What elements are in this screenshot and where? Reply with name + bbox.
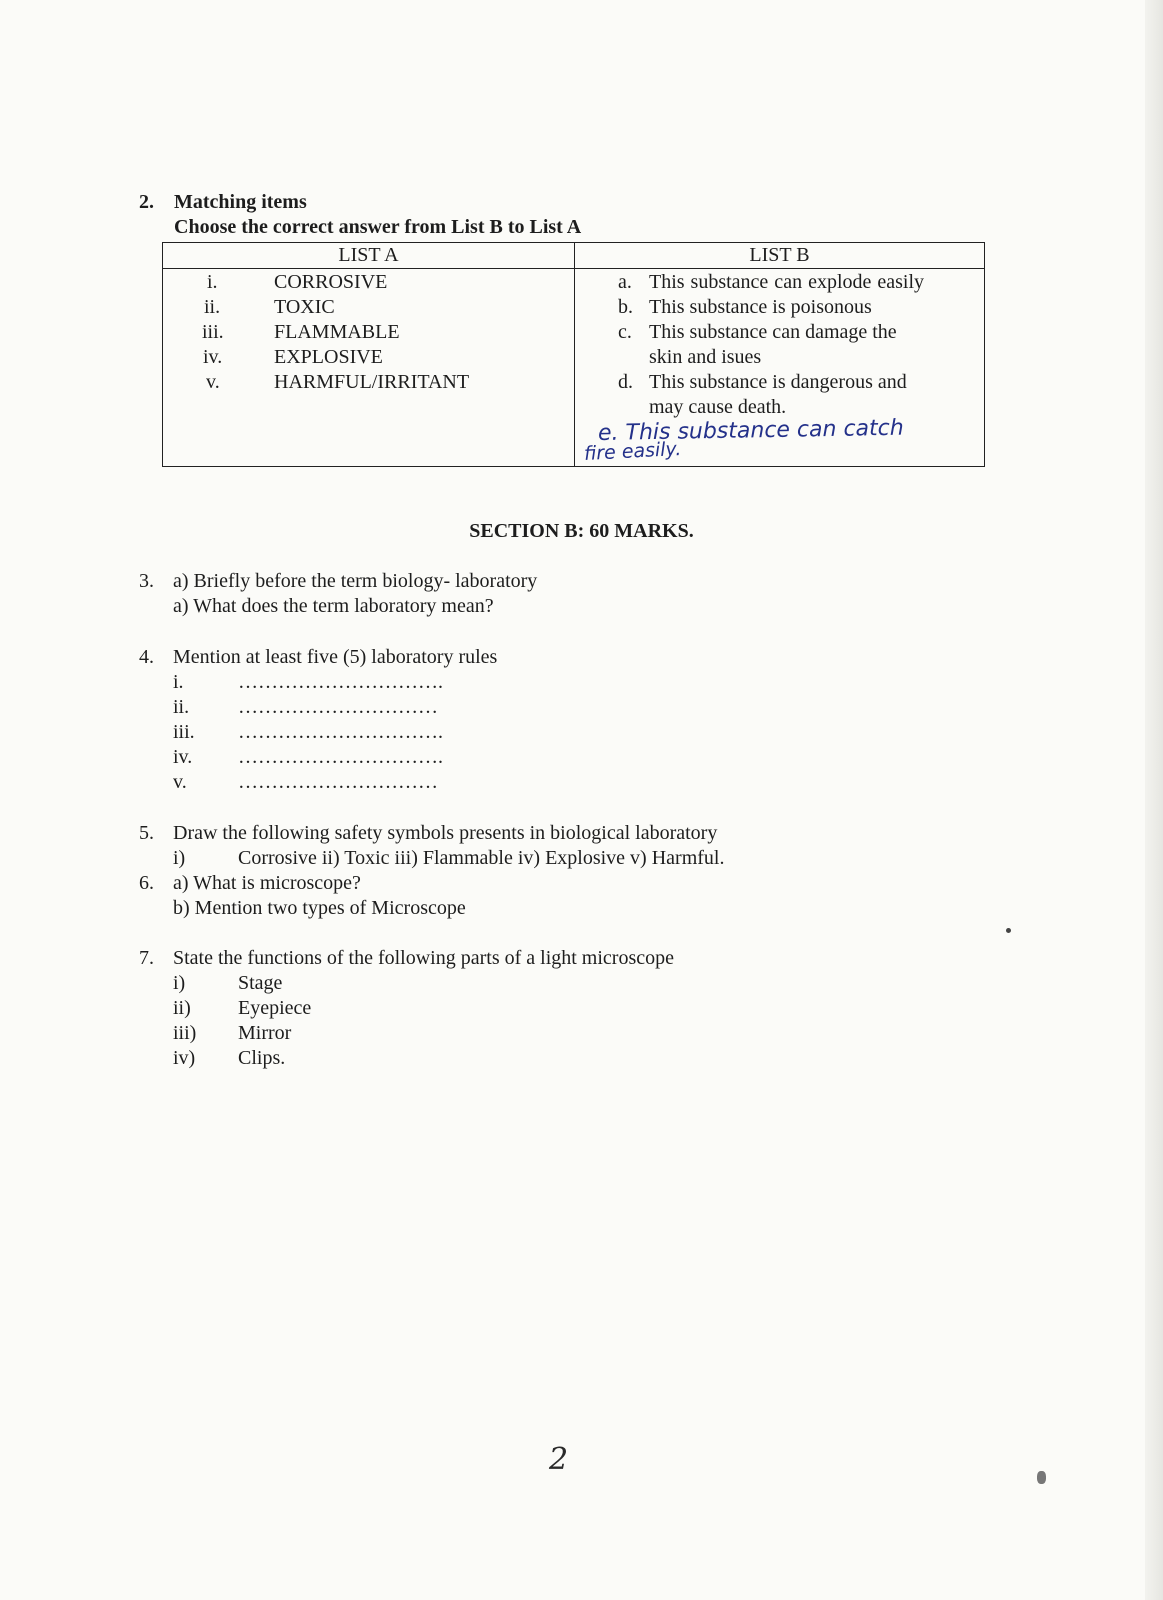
list-b-letter: c. <box>618 321 632 343</box>
scan-edge <box>1145 0 1163 1600</box>
q4-answer-line: ………………………… <box>238 771 438 793</box>
list-b-item: This substance is dangerous and <box>649 371 907 393</box>
q5-number: 5. <box>139 822 154 844</box>
q2-instruction: Choose the correct answer from List B to List A <box>174 216 582 238</box>
list-b-letter: a. <box>618 271 632 293</box>
list-b-letter: d. <box>618 371 633 393</box>
q6-number: 6. <box>139 872 154 894</box>
handwritten-answer-e: e. This substance can catch <box>597 415 904 446</box>
q4-item-num: iii. <box>173 721 195 743</box>
scan-speck <box>1006 928 1011 933</box>
q2-number: 2. <box>139 191 154 213</box>
q7-item: Stage <box>238 972 283 994</box>
q4-text: Mention at least five (5) laboratory rules <box>173 646 498 668</box>
q7-text: State the functions of the following parts of a light microscope <box>173 947 674 969</box>
q5-text: Draw the following safety symbols presents in biological laboratory <box>173 822 718 844</box>
list-a-num: ii. <box>204 296 221 318</box>
q4-number: 4. <box>139 646 154 668</box>
list-b-letter: b. <box>618 296 633 318</box>
q3-part-a: a) Briefly before the term biology- laboratory <box>173 570 538 592</box>
table-header-rule <box>163 268 984 269</box>
q3-part-b: a) What does the term laboratory mean? <box>173 595 494 617</box>
q4-answer-line: …………………………. <box>238 721 443 743</box>
page-number: 2 <box>549 1442 569 1477</box>
table-divider <box>574 243 575 466</box>
q5-sub-num: i) <box>173 847 186 869</box>
q7-item-num: iv) <box>173 1047 196 1069</box>
list-b-item: This substance can damage the <box>649 321 897 343</box>
list-a-num: iv. <box>203 346 223 368</box>
handwritten-answer-e-cont: fire easily. <box>583 437 682 465</box>
q7-item-num: iii) <box>173 1022 197 1044</box>
q3-number: 3. <box>139 570 154 592</box>
list-a-item: HARMFUL/IRRITANT <box>274 371 470 393</box>
q6-part-a: a) What is microscope? <box>173 872 361 894</box>
scan-speck <box>1037 1471 1046 1484</box>
q4-item-num: iv. <box>173 746 193 768</box>
q7-item-num: ii) <box>173 997 191 1019</box>
list-a-item: CORROSIVE <box>274 271 388 293</box>
q4-answer-line: …………………………. <box>238 671 443 693</box>
q7-item: Eyepiece <box>238 997 312 1019</box>
list-a-header: LIST A <box>338 244 399 266</box>
list-b-item: This substance is poisonous <box>649 296 872 318</box>
list-b-item: This substance can explode easily <box>649 271 925 293</box>
q4-item-num: i. <box>173 671 184 693</box>
list-a-item: FLAMMABLE <box>274 321 400 343</box>
list-b-item-cont: skin and isues <box>649 346 762 368</box>
list-a-num: iii. <box>202 321 224 343</box>
q7-number: 7. <box>139 947 154 969</box>
list-b-header: LIST B <box>749 244 810 266</box>
q2-title: Matching items <box>174 191 307 213</box>
list-a-num: v. <box>206 371 220 393</box>
q4-answer-line: ………………………… <box>238 696 438 718</box>
q7-item: Clips. <box>238 1047 286 1069</box>
q6-part-b: b) Mention two types of Microscope <box>173 897 466 919</box>
q5-sub-text: Corrosive ii) Toxic iii) Flammable iv) Explosive v) Harmful. <box>238 847 725 869</box>
q4-item-num: v. <box>173 771 187 793</box>
q4-answer-line: …………………………. <box>238 746 443 768</box>
q7-item-num: i) <box>173 972 186 994</box>
q7-item: Mirror <box>238 1022 292 1044</box>
list-b-item-cont: may cause death. <box>649 396 787 418</box>
list-a-item: TOXIC <box>274 296 335 318</box>
section-b-heading: SECTION B: 60 MARKS. <box>469 520 694 542</box>
q4-item-num: ii. <box>173 696 190 718</box>
list-a-item: EXPLOSIVE <box>274 346 383 368</box>
list-a-num: i. <box>207 271 218 293</box>
